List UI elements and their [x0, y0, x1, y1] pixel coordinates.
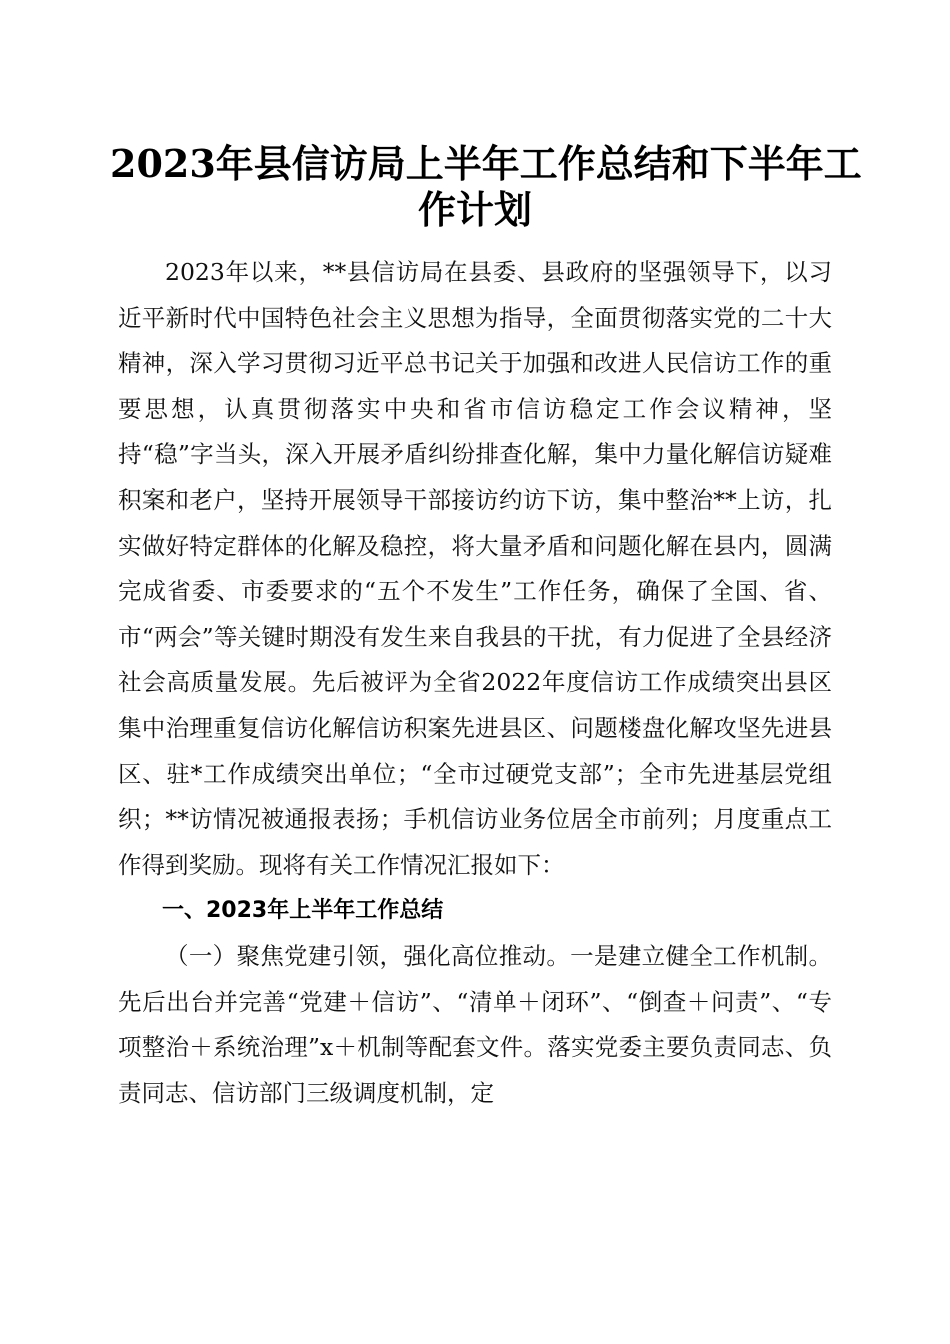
section-1-heading: 一、2023年上半年工作总结: [162, 898, 444, 924]
document-title-line-1: 2023年县信访局上半年工作总结和下半年工: [110, 141, 862, 186]
document-body: [118, 250, 832, 1116]
document-title-line-2: 作计划: [417, 187, 532, 232]
intro-paragraph: 2023年以来，**县信访局在县委、县政府的坚强领导下，以习近平新时代中国特色社会主义思想为指导，全面贯彻落实党的二十大精神，深入学习贯彻习近平总书记关于加强和改进人民信访工作的重要思想，认真贯彻落实中央和省市信访稳定工作会议精神，坚持“稳”字当头，深入开展矛盾纠纷排查化解，集中力量化解信访疑难积案和老户，坚持开展领导干部接访约访下访，集中整治**上访，扎实做好特定群体的化解及稳控，将大量矛盾和问题化解在县内，圆满完成省委、市委要求的“五个不发生”工作任务，确保了全国、省、市“两会”等关键时期没有发生来自我县的干扰，有力促进了全县经济社会高质量发展。先后被评为全省2022年度信访工作成绩突出县区集中治理重复信访化解信访积案先进县区、问题楼盘化解攻坚先进县区、驻*工作成绩突出单位；“全市过硬党支部”；全市先进基层党组织；**访情况被通报表扬；手机信访业务位居全市前列；月度重点工作得到奖励。现将有关工作情况汇报如下：: [118, 258, 832, 879]
section-1-subsection-1-paragraph: （一）聚焦党建引领，强化高位推动。一是建立健全工作机制。先后出台并完善“党建＋信访”、“清单＋闭环”、“倒查＋问责”、“专项整治＋系统治理”x＋机制等配套文件。落实党委主要负责同志、负责同志、信访部门三级调度机制，定: [118, 941, 832, 1107]
